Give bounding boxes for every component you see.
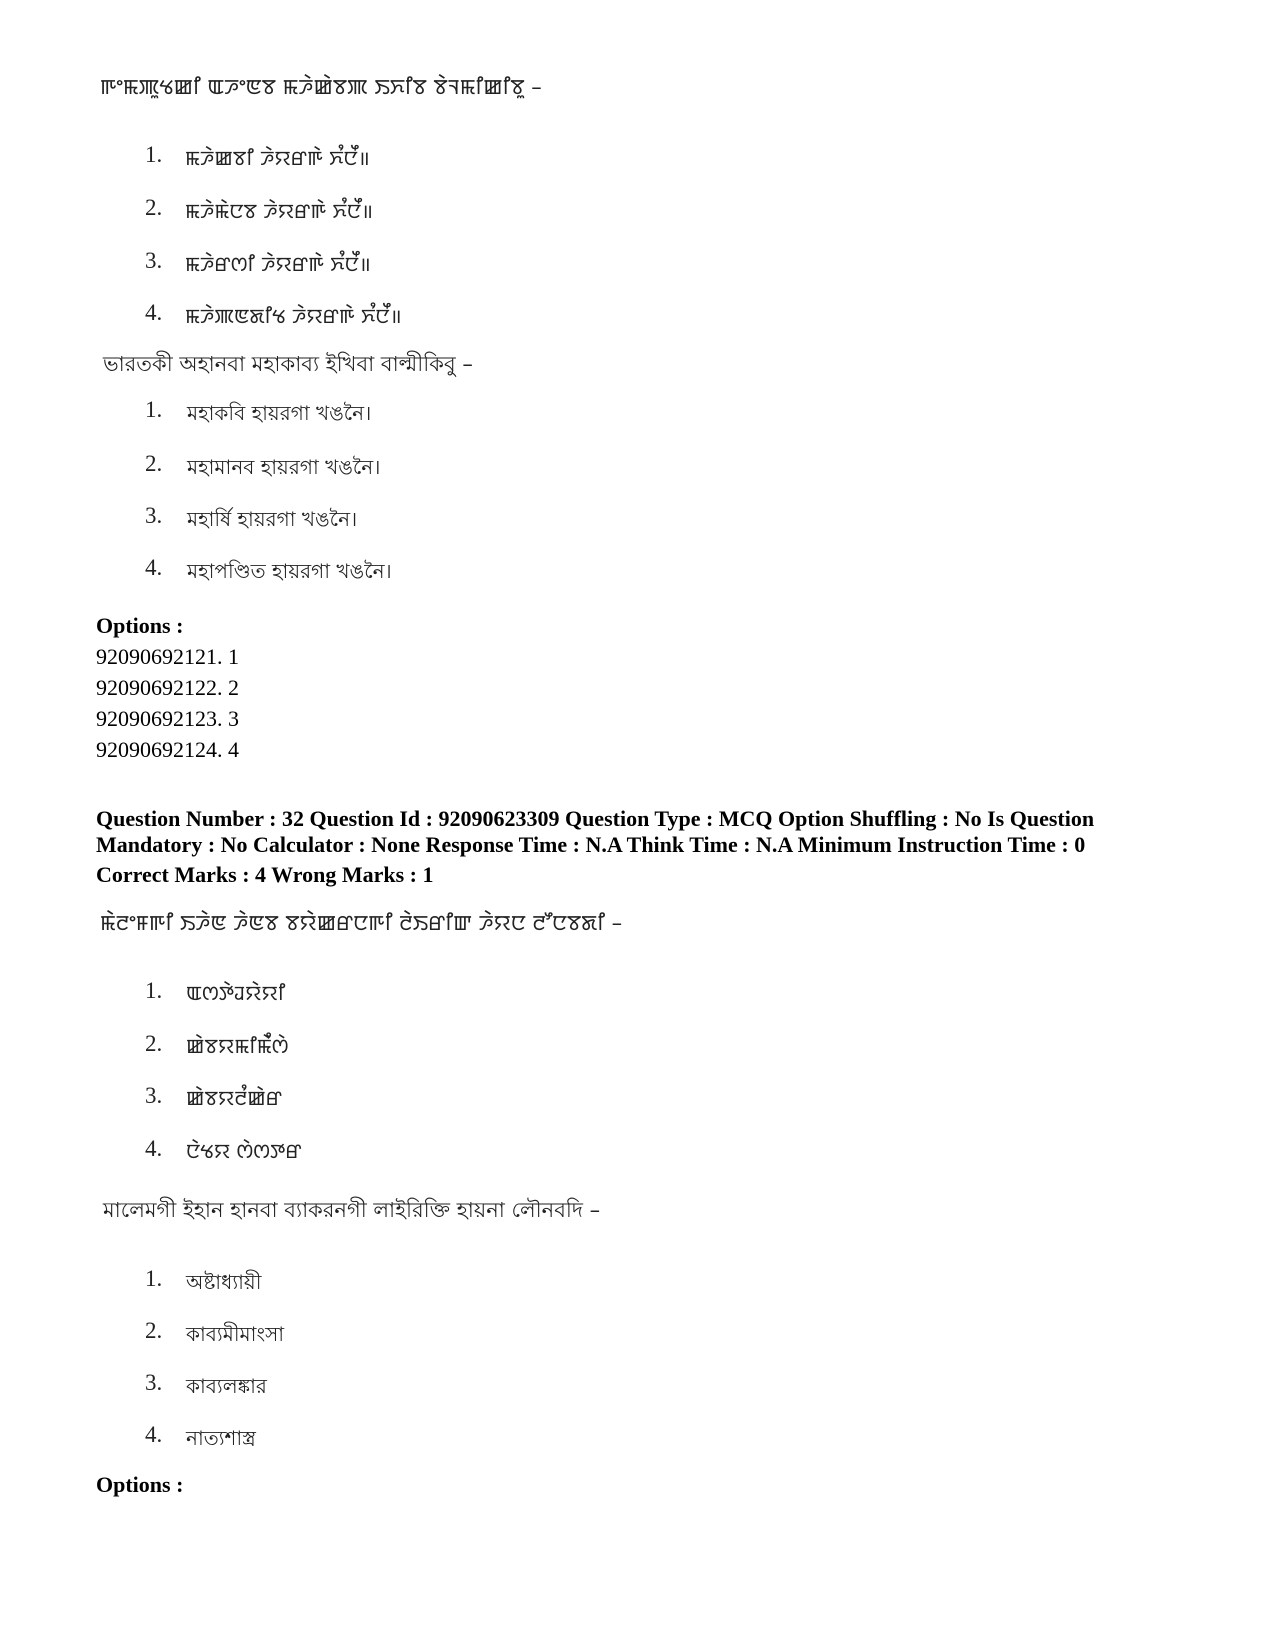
option-text: ꯃꯍꯥꯄꯟꯗꯤꯠ ꯍꯥꯌꯔꯒꯥ ꯈꯪꯅꯩ॥: [185, 304, 402, 328]
options-label: Options :: [96, 613, 184, 638]
option-number: 1.: [145, 978, 163, 1003]
question-meta-line: Mandatory : No Calculator : None Response Time : N.A Think Time : N.A Minimum Instruction Time : 0: [96, 832, 1086, 857]
option-number: 4.: [145, 555, 163, 580]
option-text: মহাকবি হায়রগা খঙনৈ।: [187, 401, 372, 425]
option-number: 1.: [145, 397, 163, 422]
question-heading-meitei: ꯒꯦꯃꯄꯨꯠꯀꯤ ꯑꯍꯦꯟꯕ ꯃꯍꯥꯀꯥꯕꯄ ꯏꯈꯤꯕ ꯕꯥꯜꯃꯤꯀꯤꯕꯨ –: [100, 75, 542, 99]
option-number: 1.: [145, 142, 163, 167]
answer-option[interactable]: 92090692123. 3: [96, 706, 239, 731]
option-text: ꯃꯍꯥꯃꯥꯅꯕ ꯍꯥꯌꯔꯒꯥ ꯈꯪꯅꯩ॥: [185, 199, 374, 223]
option-text: অষ্টাধ্যায়ী: [186, 1270, 262, 1294]
option-text: কাব্যমীমাংসা: [186, 1322, 285, 1346]
answer-option[interactable]: 92090692122. 2: [96, 675, 239, 700]
question-heading-meitei: ꯃꯥꯂꯦꯝꯒꯤ ꯏꯍꯥꯟ ꯍꯥꯟꯕ ꯕꯌꯥꯀꯔꯅꯒꯤ ꯂꯥꯏꯔꯤꯛ ꯍꯥꯌꯅ ꯂꯧꯅꯕꯗꯤ –: [100, 911, 623, 935]
option-text: মহাপণ্ডিত হায়রগা খঙনৈ।: [187, 559, 392, 583]
options-label: Options :: [96, 1472, 184, 1497]
option-number: 3.: [145, 1083, 163, 1108]
question-heading-bengali: ভারতকী অহানবা মহাকাব্য ইখিবা বাল্মীকিবু –: [103, 352, 473, 376]
option-text: মহার্ষি হায়রগা খঙনৈ।: [187, 507, 358, 531]
option-text: ꯀꯥꯕꯌꯂꯪꯀꯥꯔ: [186, 1086, 283, 1110]
option-number: 4.: [145, 1422, 163, 1447]
option-text: মহামানব হায়রগা খঙনৈ।: [187, 455, 381, 479]
option-number: 3.: [145, 1370, 163, 1395]
option-text: ꯅꯥꯠꯌ ꯁꯥꯁꯇꯔ: [186, 1139, 302, 1163]
option-number: 3.: [145, 503, 163, 528]
option-number: 2.: [145, 1031, 163, 1056]
option-number: 2.: [145, 1318, 163, 1343]
option-number: 2.: [145, 451, 163, 476]
answer-option[interactable]: 92090692124. 4: [96, 737, 239, 762]
answer-option[interactable]: 92090692121. 1: [96, 644, 239, 669]
question-meta-line: Correct Marks : 4 Wrong Marks : 1: [96, 862, 434, 887]
question-meta-line: Question Number : 32 Question Id : 92090623309 Question Type : MCQ Option Shuffling : No Is Question: [96, 806, 1095, 831]
option-text: ꯑꯁꯇꯥꯙꯌꯥꯌꯤ: [186, 981, 286, 1005]
option-text: ꯀꯥꯕꯌꯃꯤꯃꯥꯪꯁꯥ: [186, 1034, 289, 1058]
option-text: নাত্যশাস্ত্র: [186, 1426, 256, 1450]
option-text: ꯃꯍꯥꯔꯁꯤ ꯍꯥꯌꯔꯒꯥ ꯈꯪꯅꯩ॥: [185, 252, 371, 276]
option-text: কাব্যলঙ্কার: [186, 1374, 267, 1398]
option-text: ꯃꯍꯥꯀꯕꯤ ꯍꯥꯌꯔꯒꯥ ꯈꯪꯅꯩ॥: [185, 146, 370, 170]
option-number: 4.: [145, 300, 163, 325]
option-number: 4.: [145, 1136, 163, 1161]
question-heading-bengali: মালেমগী ইহান হানবা ব্যাকরনগী লাইরিক্তি হায়না লৌনবদি –: [103, 1198, 601, 1222]
option-number: 3.: [145, 248, 163, 273]
option-number: 2.: [145, 195, 163, 220]
option-number: 1.: [145, 1266, 163, 1291]
